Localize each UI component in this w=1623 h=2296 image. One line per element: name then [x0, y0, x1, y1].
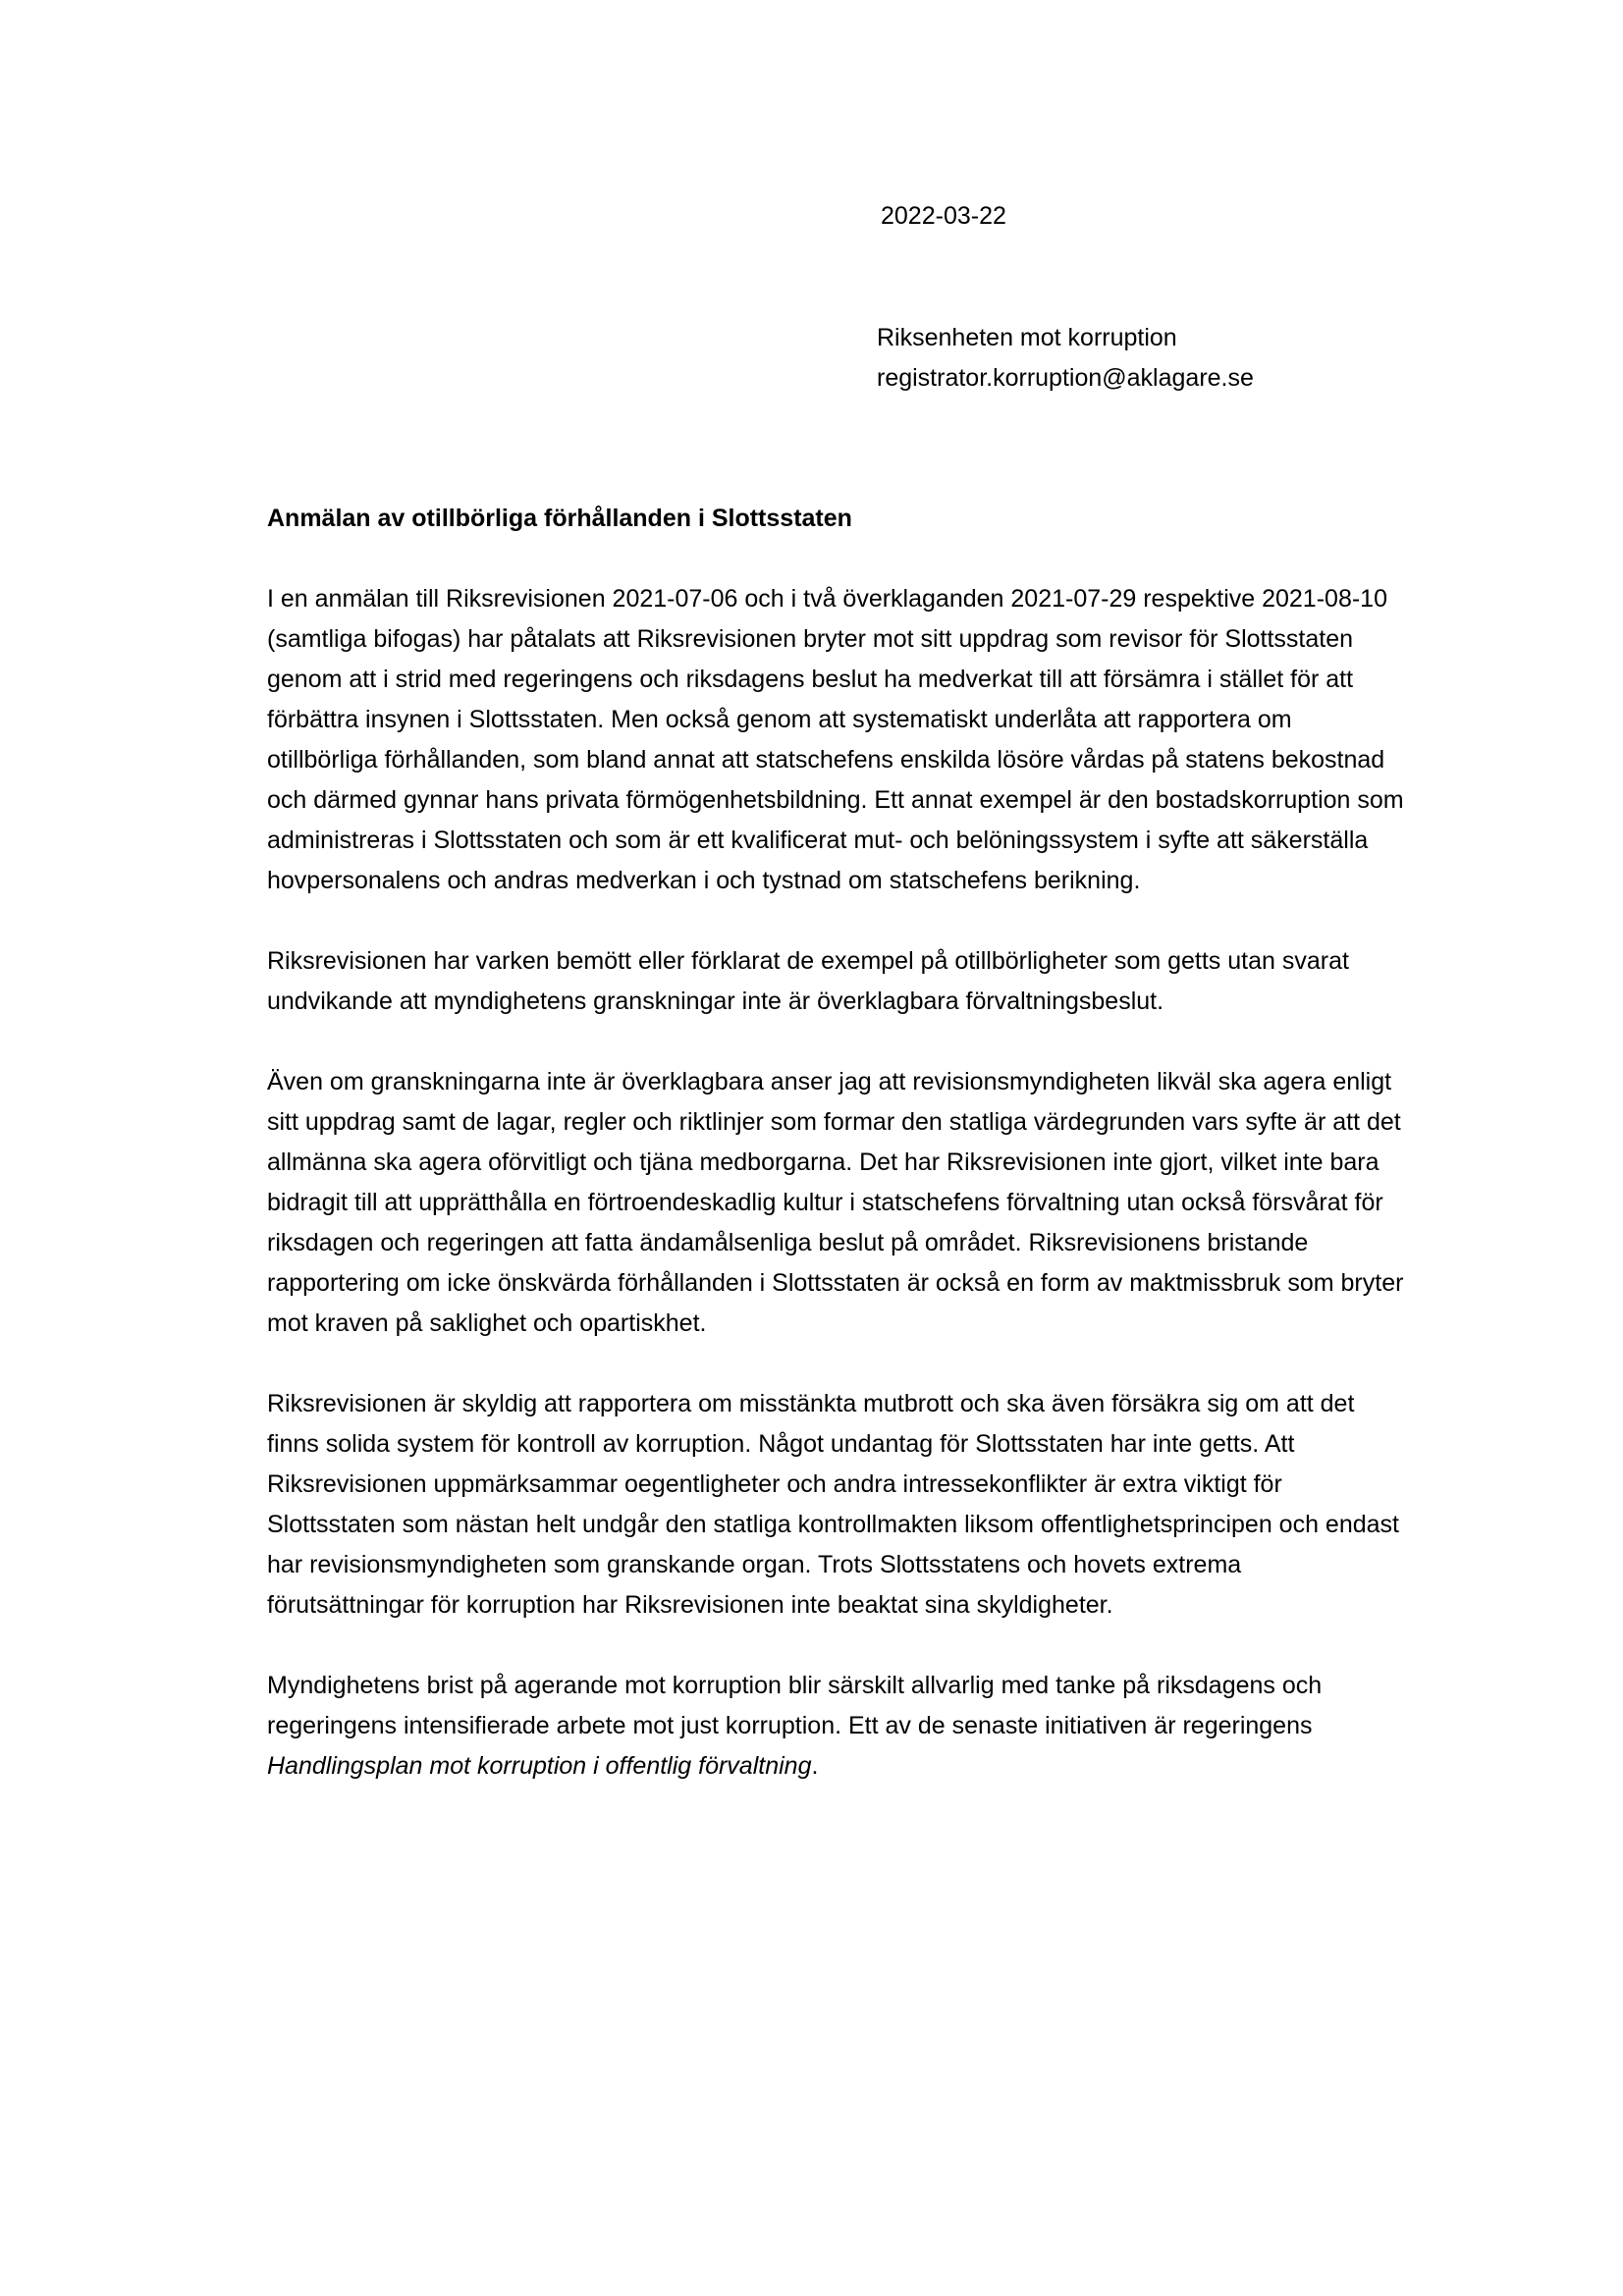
paragraph-1: I en anmälan till Riksrevisionen 2021-07-06 och i två överklaganden 2021-07-29 respektive 2021-08-10 (samtliga bifogas) har påtalats att Riksrevisionen bryter mot sitt uppdrag som revisor för Slottsstaten genom att i strid med regeringens och riksdagens beslut ha medverkat till att försämra i stället för att förbättra insynen i Slottsstaten. Men också genom att systematiskt underlåta att rapportera om otillbörliga förhållanden, som bland annat att statschefens enskilda lösöre vårdas på statens bekostnad och därmed gynnar hans privata förmögenhetsbildning. Ett annat exempel är den bostadskorruption som administreras i Slottsstaten och som är ett kvalificerat mut- och belöningssystem i syfte att säkerställa hovpersonalens och andras medverkan i och tystnad om statschefens berikning. — [267, 585, 1404, 894]
paragraph-5-period: . — [811, 1752, 819, 1780]
recipient-block — [877, 318, 1254, 399]
document-body — [267, 499, 1404, 1827]
recipient-email: registrator.korruption@aklagare.se — [877, 364, 1254, 392]
document-title: Anmälan av otillbörliga förhållanden i Slottsstaten — [267, 505, 852, 532]
paragraph-4: Riksrevisionen är skyldig att rapportera om misstänkta mutbrott och ska även försäkra sig om att det finns solida system för kontroll av korruption. Något undantag för Slottsstaten har inte getts. Att Riksrevisionen uppmärksammar oegentligheter och andra intressekonflikter är extra viktigt för Slottsstaten som nästan helt undgår den statliga kontrollmakten liksom offentlighetsprincipen och endast har revisionsmyndigheten som granskande organ. Trots Slottsstatens och hovets extrema förutsättningar för korruption har Riksrevisionen inte beaktat sina skyldigheter. — [267, 1390, 1399, 1619]
paragraph-3: Även om granskningarna inte är överklagbara anser jag att revisionsmyndigheten likväl ska agera enligt sitt uppdrag samt de lagar, regler och riktlinjer som formar den statliga värdegrunden vars syfte är att det allmänna ska agera oförvitligt och tjäna medborgarna. Det har Riksrevisionen inte gjort, vilket inte bara bidragit till att upprätthålla en förtroendeskadlig kultur i statschefens förvaltning utan också försvårat för riksdagen och regeringen att fatta ändamålsenliga beslut på området. Riksrevisionens bristande rapportering om icke önskvärda förhållanden i Slottsstaten är också en form av maktmissbruk som bryter mot kraven på saklighet och opartiskhet. — [267, 1068, 1404, 1337]
paragraph-5-italic-title: Handlingsplan mot korruption i offentlig förvaltning — [267, 1752, 812, 1780]
paragraph-2: Riksrevisionen har varken bemött eller förklarat de exempel på otillbörligheter som getts utan svarat undvikande att myndighetens granskningar inte är överklagbara förvaltningsbeslut. — [267, 947, 1349, 1015]
recipient-name: Riksenheten mot korruption — [877, 324, 1177, 351]
document-date: 2022-03-22 — [881, 202, 1006, 230]
paragraph-5 — [267, 1666, 1404, 1787]
paragraph-5-text: Myndighetens brist på agerande mot korruption blir särskilt allvarlig med tanke på riksdagens och regeringens intensifierade arbete mot just korruption. Ett av de senaste initiativen är regeringens — [267, 1672, 1323, 1739]
